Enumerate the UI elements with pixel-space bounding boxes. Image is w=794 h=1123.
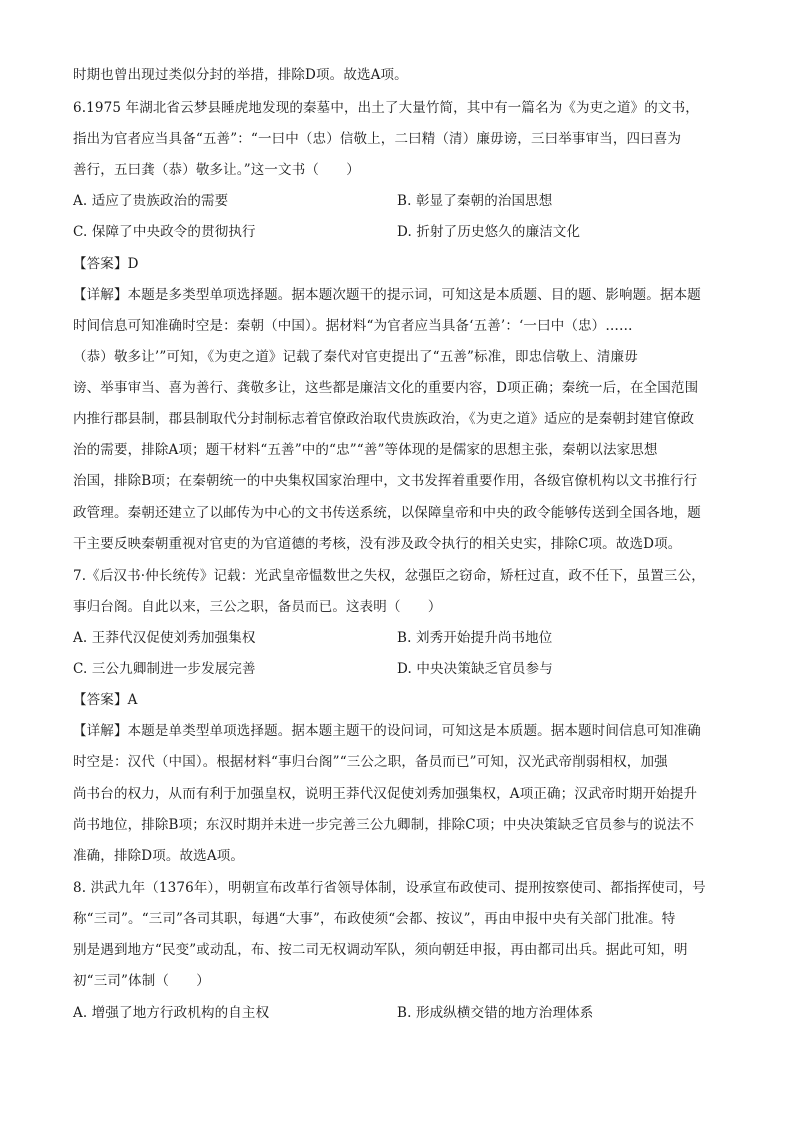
- analysis-line: 治的需要，排除A项；题干材料“五善”中的“忠”“善”等体现的是儒家的思想主张，秦朝以法家思想: [73, 442, 658, 458]
- answer-label: 【答案】D: [73, 256, 139, 272]
- analysis-line: 干主要反映秦朝重视对官吏的为官道德的考核，没有涉及政令执行的相关史实，排除C项。故选D项。: [73, 536, 682, 552]
- question-stem-line: 事归台阁。自此以来，三公之职，备员而已。这表明（ ）: [73, 599, 442, 615]
- analysis-line: 谤、举事审当、喜为善行、龚敬多让，这些都是廉洁文化的重要内容，D项正确；秦统一后，在全国范围: [73, 380, 699, 396]
- intro-tail-text: 时期也曾出现过类似分封的举措，排除D项。故选A项。: [73, 67, 408, 83]
- option-a: A. 王莽代汉促使刘秀加强集权: [73, 630, 256, 646]
- analysis-line: 尚书地位，排除B项；东汉时期并未进一步完善三公九卿制，排除C项；中央决策缺乏官员参与的说法不: [73, 817, 695, 833]
- analysis-line: 时间信息可知准确时空是：秦朝（中国）。据材料“为官者应当具备‘五善’：‘一曰中（忠）……: [73, 318, 633, 334]
- option-d: D. 折射了历史悠久的廉洁文化: [397, 224, 581, 240]
- option-c: C. 三公九卿制进一步发展完善: [73, 661, 256, 677]
- option-b: B. 形成纵横交错的地方治理体系: [397, 1005, 594, 1021]
- option-b: B. 彰显了秦朝的治国思想: [397, 193, 553, 209]
- option-a: A. 增强了地方行政机构的自主权: [73, 1005, 270, 1021]
- question-stem-line: 称“三司”。“三司”各司其职，每遇“大事”，布政使须“会都、按议”，再由申报中央有关部门批准。特: [73, 911, 676, 927]
- option-a: A. 适应了贵族政治的需要: [73, 193, 229, 209]
- analysis-line: 政管理。秦朝还建立了以邮传为中心的文书传送系统，以保障皇帝和中央的政令能够传送到全国各地，题: [73, 505, 701, 521]
- option-d: D. 中央决策缺乏官员参与: [397, 661, 553, 677]
- analysis-line: 【详解】本题是单类型单项选择题。据本题主题干的设问词，可知这是本质题。据本题时间信息可知准确: [73, 723, 701, 739]
- question-stem-line: 别是遇到地方“民变”或动乱，布、按二司无权调动军队，须向朝廷申报，再由都司出兵。据此可知，明: [73, 942, 688, 958]
- question-stem-line: 8. 洪武九年（1376年），明朝宣布改革行省领导体制，设承宣布政使司、提刑按察使司、都指挥使司，号: [73, 880, 706, 896]
- question-stem-line: 善行，五曰龚（恭）敬多让。”这一文书（ ）: [73, 162, 360, 178]
- option-c: C. 保障了中央政令的贯彻执行: [73, 224, 256, 240]
- analysis-line: 内推行郡县制，郡县制取代分封制标志着官僚政治取代贵族政治，《为吏之道》适应的是秦朝封建官僚政: [73, 411, 695, 427]
- answer-label: 【答案】A: [73, 692, 138, 708]
- question-stem-line: 初“三司”体制（ ）: [73, 973, 210, 989]
- question-stem-line: 6.1975 年湖北省云梦县睡虎地发现的秦墓中，出土了大量竹简，其中有一篇名为《为吏之道》的文书，: [73, 100, 699, 116]
- analysis-line: 治国，排除B项；在秦朝统一的中央集权国家治理中，文书发挥着重要作用，各级官僚机构以文书推行行: [73, 473, 698, 489]
- analysis-line: 时空是：汉代（中国）。根据材料“事归台阁”“三公之职，备员而已”可知，汉光武帝削弱相权，加强: [73, 754, 668, 770]
- option-b: B. 刘秀开始提升尚书地位: [397, 630, 553, 646]
- analysis-line: 准确，排除D项。故选A项。: [73, 848, 245, 864]
- analysis-line: 尚书台的权力，从而有利于加强皇权，说明王莽代汉促使刘秀加强集权，A项正确；汉武帝时期开始提升: [73, 786, 698, 802]
- analysis-line: 【详解】本题是多类型单项选择题。据本题次题干的提示词，可知这是本质题、目的题、影响题。据本题: [73, 287, 701, 303]
- question-stem-line: 指出为官者应当具备“五善”：“一曰中（忠）信敬上，二曰精（清）廉毋谤，三曰举事审当，四曰喜为: [73, 131, 682, 147]
- analysis-line: （恭）敬多让’”可知，《为吏之道》记载了秦代对官吏提出了“五善”标准，即忠信敬上、清廉毋: [73, 349, 638, 365]
- question-stem-line: 7.《后汉书·仲长统传》记载：光武皇帝愠数世之失权，忿强臣之窃命，矫枉过直，政不任下，虽置三公，: [73, 568, 705, 584]
